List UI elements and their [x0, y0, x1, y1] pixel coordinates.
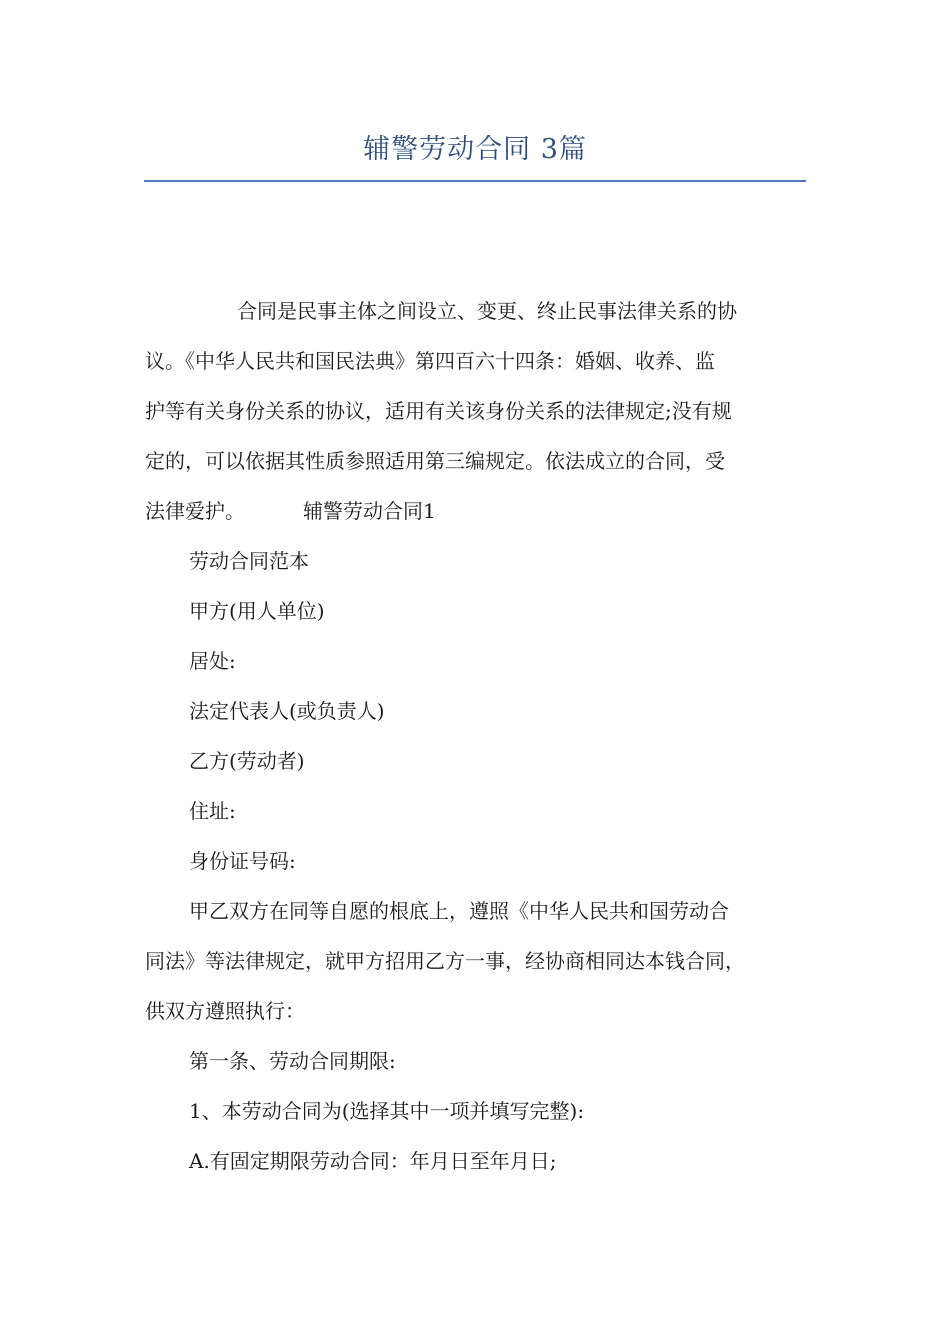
paragraph-party-b: 乙方(劳动者) [189, 749, 305, 773]
agreement-line: 供双方遵照执行： [145, 999, 305, 1023]
intro-line: 议。《中华人民共和国民法典》第四百六十四条：婚姻、收养、监 [145, 349, 715, 373]
intro-line: 合同是民事主体之间设立、变更、终止民事法律关系的协 [237, 299, 737, 323]
clause-heading: 第一条、劳动合同期限: [189, 1049, 396, 1073]
paragraph-legal-representative: 法定代表人(或负责人) [189, 699, 385, 723]
document-body [145, 286, 807, 1186]
intro-line: 定的，可以依据其性质参照适用第三编规定。依法成立的合同，受 [145, 449, 725, 473]
agreement-line: 甲乙双方在同等自愿的根底上，遵照《中华人民共和国劳动合 [189, 899, 729, 923]
paragraph-id-number: 身份证号码: [189, 849, 296, 873]
document-title: 辅警劳动合同 3篇 [363, 134, 587, 165]
intro-last-line [145, 486, 807, 536]
paragraph-contract-template: 劳动合同范本 [189, 549, 309, 573]
intro-line: 护等有关身份关系的协议，适用有关该身份关系的法律规定;没有规 [145, 399, 732, 423]
agreement-paragraph [145, 886, 807, 1036]
paragraph-residence: 居处: [189, 649, 236, 673]
clause-item: 1、本劳动合同为(选择其中一项并填写完整): [189, 1099, 585, 1123]
title-underline [144, 180, 806, 182]
paragraph-address: 住址: [189, 799, 236, 823]
intro-line: 法律爱护。 [145, 499, 245, 523]
section-heading: 辅警劳动合同1 [303, 499, 436, 523]
clause-option: A.有固定期限劳动合同：年月日至年月日; [189, 1149, 557, 1173]
paragraph-party-a: 甲方(用人单位) [189, 599, 325, 623]
agreement-line: 同法》等法律规定，就甲方招用乙方一事，经协商相同达本钱合同， [145, 949, 745, 973]
intro-paragraph [145, 286, 807, 536]
